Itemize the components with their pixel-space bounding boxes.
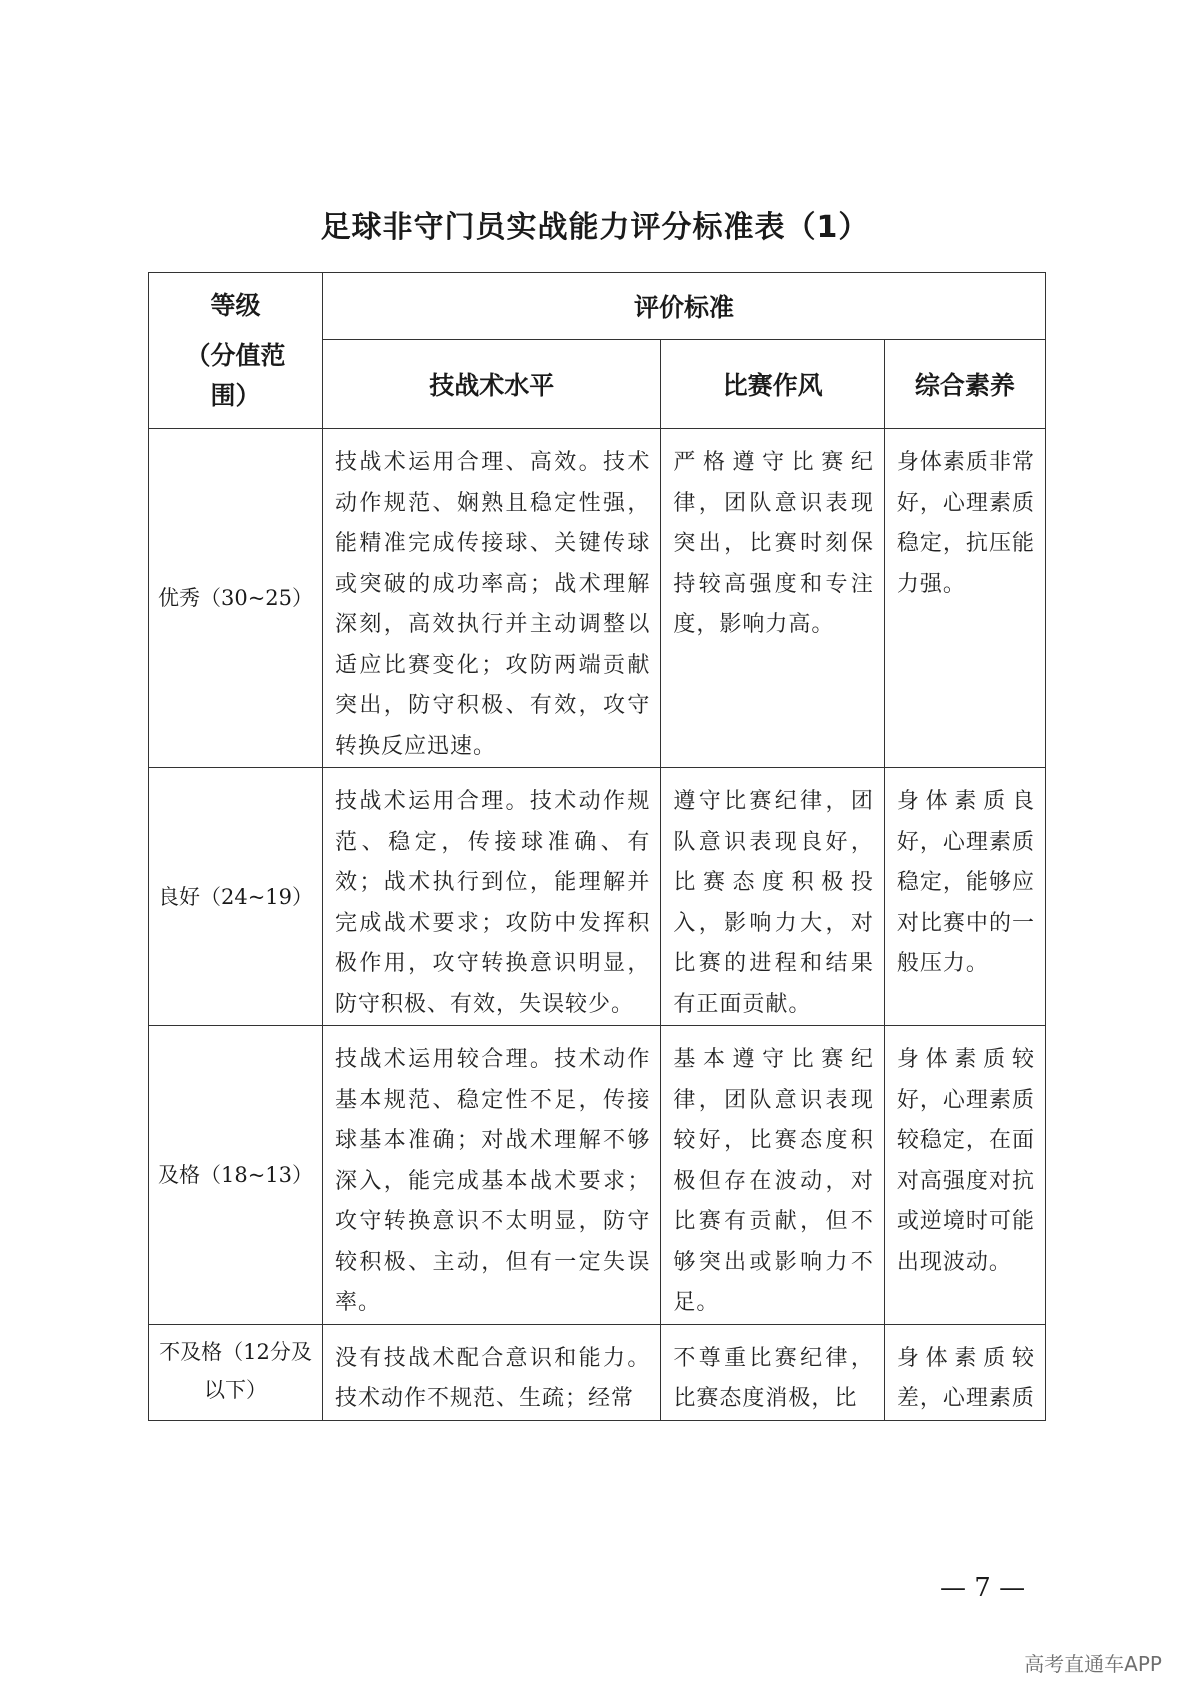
criteria-header: 评价标准 — [323, 273, 1046, 340]
technique-cell: 技战术运用合理。技术动作规范、稳定，传接球准确、有效；战术执行到位，能理解并完成战术要求；攻防中发挥积极作用，攻守转换意识明显，防守积极、有效，失误较少。 — [323, 768, 661, 1026]
page-title: 足球非守门员实战能力评分标准表（1） — [320, 210, 870, 245]
style-cell: 遵守比赛纪律，团队意识表现良好，比赛态度积极投入，影响力大，对比赛的进程和结果有正面贡献。 — [661, 768, 884, 1026]
column-header-style: 比赛作风 — [661, 340, 884, 429]
scoring-table — [148, 272, 1046, 1421]
technique-cell: 技战术运用合理、高效。技术动作规范、娴熟且稳定性强，能精准完成传接球、关键传球或突破的成功率高；战术理解深刻，高效执行并主动调整以适应比赛变化；攻防两端贡献突出，防守积极、有效，攻守转换反应迅速。 — [323, 429, 661, 768]
grade-header-line3: 围） — [210, 380, 261, 410]
table-row — [149, 1324, 1046, 1420]
style-cell: 不尊重比赛纪律，比赛态度消极，比 — [661, 1324, 884, 1420]
style-cell: 基本遵守比赛纪律，团队意识表现较好，比赛态度积极但存在波动，对比赛有贡献，但不够突出或影响力不足。 — [661, 1026, 884, 1325]
quality-cell: 身体素质较好，心理素质较稳定，在面对高强度对抗或逆境时可能出现波动。 — [884, 1026, 1045, 1325]
quality-cell: 身体素质较差，心理素质 — [884, 1324, 1045, 1420]
grade-cell: 不及格（12分及以下） — [149, 1324, 323, 1420]
grade-header — [149, 273, 323, 429]
grade-cell: 良好（24~19） — [149, 768, 323, 1026]
table-row — [149, 1026, 1046, 1325]
table-row — [149, 768, 1046, 1026]
technique-cell: 没有技战术配合意识和能力。技术动作不规范、生疏；经常 — [323, 1324, 661, 1420]
style-cell: 严格遵守比赛纪律，团队意识表现突出，比赛时刻保持较高强度和专注度，影响力高。 — [661, 429, 884, 768]
grade-cell: 优秀（30~25） — [149, 429, 323, 768]
quality-cell: 身体素质良好，心理素质稳定，能够应对比赛中的一般压力。 — [884, 768, 1045, 1026]
column-header-quality: 综合素养 — [884, 340, 1045, 429]
grade-header-line1: 等级 — [210, 290, 261, 320]
grade-header-line2: （分值范 — [185, 340, 286, 370]
watermark: 高考直通车APP — [1024, 1652, 1162, 1676]
quality-cell: 身体素质非常好，心理素质稳定，抗压能力强。 — [884, 429, 1045, 768]
grade-cell: 及格（18~13） — [149, 1026, 323, 1325]
column-header-technique: 技战术水平 — [323, 340, 661, 429]
table-row — [149, 429, 1046, 768]
page-number: — 7 — — [940, 1573, 1026, 1603]
technique-cell: 技战术运用较合理。技术动作基本规范、稳定性不足，传接球基本准确；对战术理解不够深入，能完成基本战术要求；攻守转换意识不太明显，防守较积极、主动，但有一定失误率。 — [323, 1026, 661, 1325]
